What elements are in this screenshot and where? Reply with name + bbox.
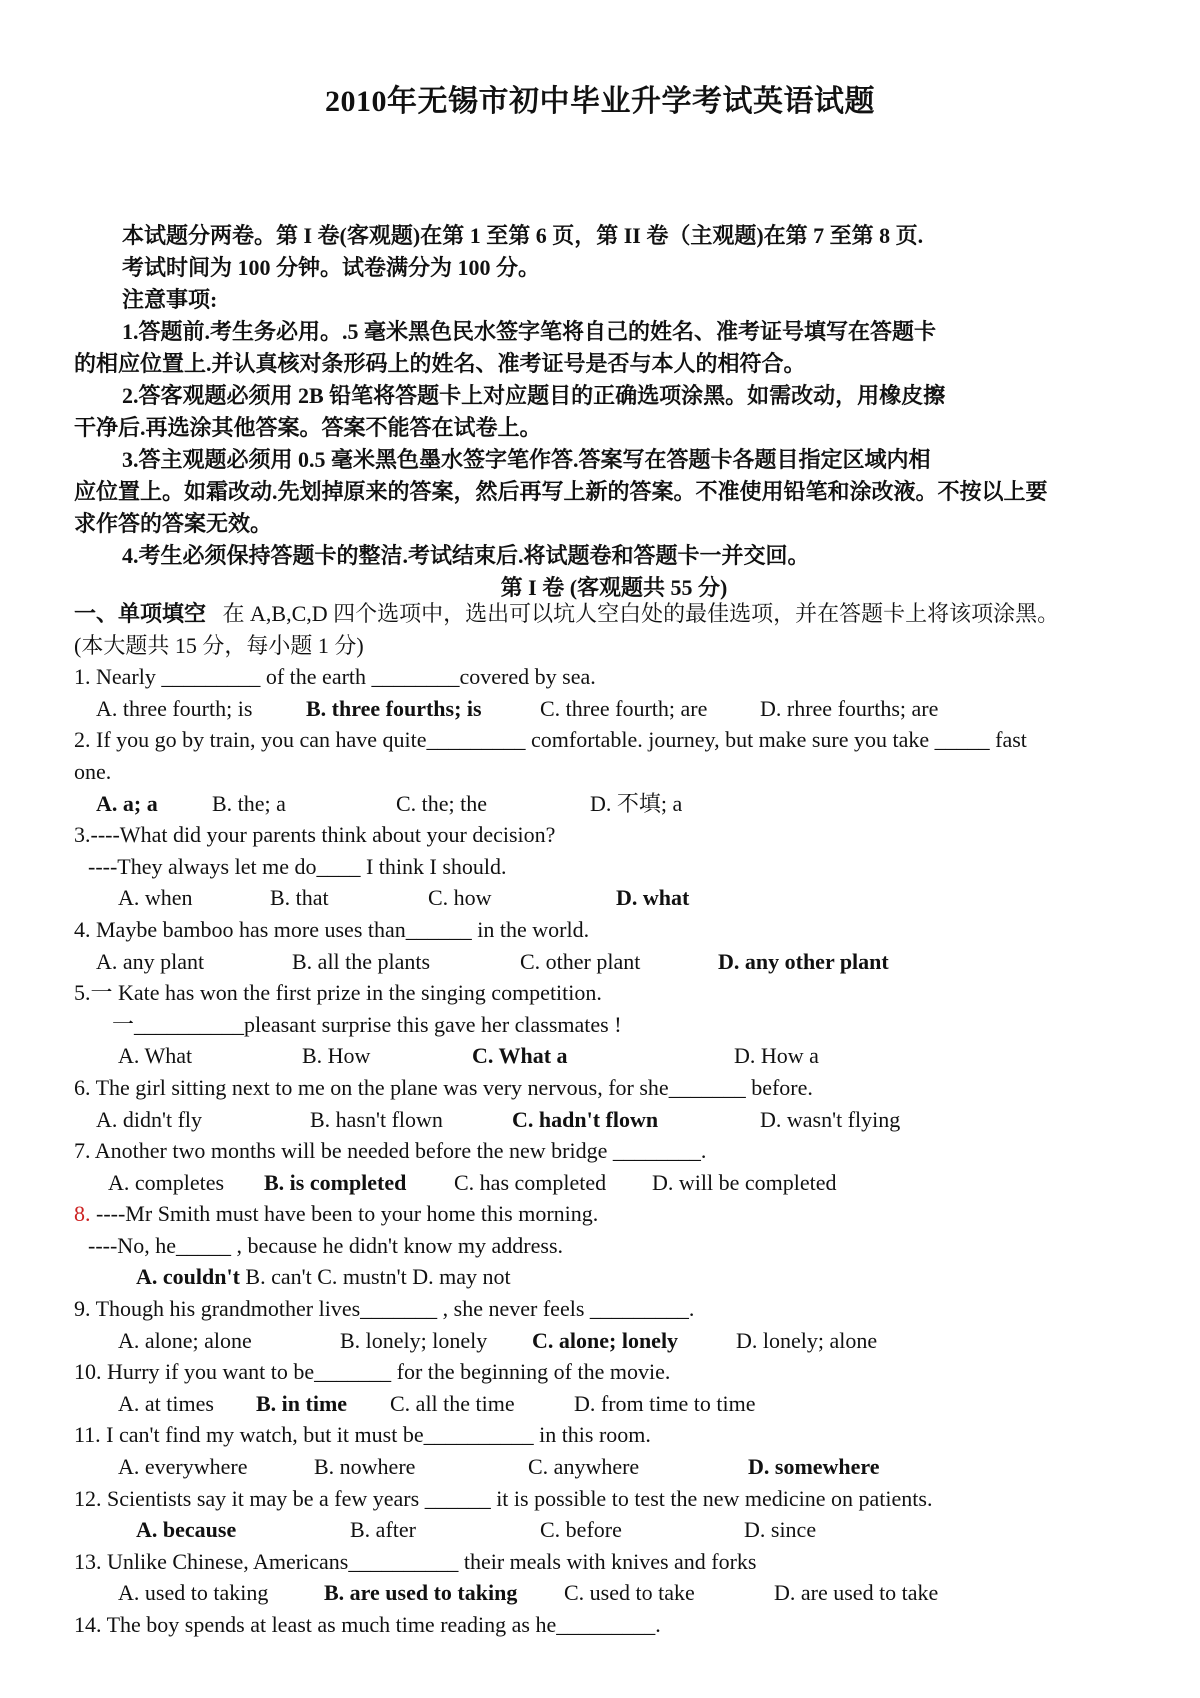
part1-heading-row bbox=[74, 598, 1154, 630]
option-a: A. any plant bbox=[96, 948, 205, 974]
option-c: C. the; the bbox=[396, 790, 488, 816]
question-options bbox=[74, 1577, 1154, 1609]
question-options bbox=[74, 946, 1154, 978]
note-2: 2.答客观题必须用 2B 铅笔将答题卡上对应题目的正确选项涂黑。如需改动，用橡皮擦 bbox=[122, 383, 946, 408]
question-stem: 11. I can't find my watch, but it must be__________ in this room. bbox=[74, 1422, 651, 1448]
intro-line: 考试时间为 100 分钟。试卷满分为 100 分。 bbox=[122, 255, 541, 280]
option-d: D. rhree fourths; are bbox=[760, 695, 939, 721]
question-options bbox=[74, 1040, 1154, 1072]
note-3-cont: 应位置上。如霜改动.先划掉原来的答案，然后再写上新的答案。不准使用铅笔和涂改液。不按以上要 bbox=[74, 479, 1048, 504]
part1-score: (本大题共 15 分，每小题 1 分) bbox=[74, 632, 364, 658]
option-b: B. that bbox=[270, 885, 329, 911]
question-stem: 7. Another two months will be needed before the new bridge ________. bbox=[74, 1138, 707, 1164]
question-stem: 5.一 Kate has won the first prize in the singing competition. bbox=[74, 980, 602, 1006]
question-options bbox=[74, 1388, 1154, 1420]
option-c: C. how bbox=[428, 885, 492, 911]
part1-instruction: 在 A,B,C,D 四个选项中，选出可以坑人空白处的最佳选项，并在答题卡上将该项涂黑。 bbox=[222, 601, 1060, 626]
question-stem: 13. Unlike Chinese, Americans__________ their meals with knives and forks bbox=[74, 1548, 757, 1574]
option-a: A. three fourth; is bbox=[96, 695, 253, 721]
option-c: C. hadn't flown bbox=[512, 1106, 659, 1132]
question-options bbox=[74, 693, 1154, 725]
section-header: 第 I 卷 (客观题共 55 分) bbox=[500, 575, 728, 600]
question-options bbox=[74, 1325, 1154, 1357]
question-number: 8. bbox=[74, 1201, 91, 1227]
option-a: A. used to taking bbox=[118, 1580, 269, 1606]
option-c: C. three fourth; are bbox=[540, 695, 708, 721]
intro-line: 本试题分两卷。第 I 卷(客观题)在第 1 至第 6 页，第 II 卷（主观题)在第 7 至第 8 页. bbox=[122, 223, 924, 248]
option-d: D. are used to take bbox=[774, 1580, 939, 1606]
option-b: B. the; a bbox=[212, 790, 286, 816]
instructions-block bbox=[74, 220, 1154, 604]
option-b: B. after bbox=[350, 1517, 416, 1543]
option-a: A. because bbox=[136, 1517, 237, 1543]
option-c: C. before bbox=[540, 1517, 622, 1543]
option-b: B. three fourths; is bbox=[306, 695, 482, 721]
question-options bbox=[74, 1451, 1154, 1483]
question-stem: 2. If you go by train, you can have quite_________ comfortable. journey, but make sure you take _____ fast bbox=[74, 727, 1027, 753]
option-b: B. all the plants bbox=[292, 948, 431, 974]
question-stem-text: ----Mr Smith must have been to your home this morning. bbox=[90, 1201, 599, 1227]
option-d: D. what bbox=[616, 885, 690, 911]
question-stem: 4. Maybe bamboo has more uses than______ in the world. bbox=[74, 916, 590, 942]
question-options bbox=[74, 882, 1154, 914]
option-a: A. didn't fly bbox=[96, 1106, 203, 1132]
question-stem: 14. The boy spends at least as much time reading as he_________. bbox=[74, 1612, 661, 1637]
option-d: D. 不填; a bbox=[590, 790, 683, 816]
question-stem: 9. Though his grandmother lives_______ , she never feels _________. bbox=[74, 1296, 695, 1322]
question-stem bbox=[74, 1198, 1154, 1230]
questions-block bbox=[74, 598, 1154, 1641]
question-stem: 6. The girl sitting next to me on the plane was very nervous, for she_______ before. bbox=[74, 1074, 813, 1100]
option-d: D. somewhere bbox=[748, 1454, 880, 1480]
option-c: C. anywhere bbox=[528, 1454, 640, 1480]
note-2-cont: 干净后.再选涂其他答案。答案不能答在试卷上。 bbox=[74, 415, 542, 440]
option-d: D. since bbox=[744, 1517, 817, 1543]
question-stem-cont: ----They always let me do____ I think I should. bbox=[88, 853, 507, 879]
option-c: C. What a bbox=[472, 1043, 568, 1069]
note-1: 1.答题前.考生务必用。.5 毫米黑色民水签字笔将自己的姓名、准考证号填写在答题卡 bbox=[122, 319, 937, 344]
option-b: B. How bbox=[302, 1043, 371, 1069]
question-options bbox=[74, 1167, 1154, 1199]
option-a: A. everywhere bbox=[118, 1454, 248, 1480]
option-b: B. are used to taking bbox=[324, 1580, 518, 1606]
option-a: A. a; a bbox=[96, 790, 158, 816]
page-title: 2010年无锡市初中毕业升学考试英语试题 bbox=[325, 85, 875, 118]
option-b: B. hasn't flown bbox=[310, 1106, 443, 1132]
option-d: D. lonely; alone bbox=[736, 1327, 878, 1353]
option-d: D. wasn't flying bbox=[760, 1106, 901, 1132]
note-3-cont2: 求作答的答案无效。 bbox=[74, 511, 273, 536]
option-c: C. all the time bbox=[390, 1390, 515, 1416]
note-1-cont: 的相应位置上.并认真核对条形码上的姓名、准考证号是否与本人的相符合。 bbox=[74, 351, 806, 376]
option-b: B. in time bbox=[256, 1390, 348, 1416]
option-b: B. is completed bbox=[264, 1169, 407, 1195]
question-stem: 10. Hurry if you want to be_______ for the beginning of the movie. bbox=[74, 1359, 671, 1385]
question-stem: 3.----What did your parents think about your decision? bbox=[74, 822, 556, 848]
option-d: D. How a bbox=[734, 1043, 819, 1069]
question-stem-cont: one. bbox=[74, 758, 112, 784]
question-options bbox=[74, 1514, 1154, 1546]
question-options bbox=[74, 788, 1154, 820]
option-c: C. alone; lonely bbox=[532, 1327, 679, 1353]
part1-heading: 一、单项填空 bbox=[74, 601, 207, 626]
option-c: C. has completed bbox=[454, 1169, 607, 1195]
option-a: A. when bbox=[118, 885, 193, 911]
question-stem-cont: 一__________pleasant surprise this gave her classmates ! bbox=[112, 1011, 622, 1037]
option-a: A. completes bbox=[108, 1169, 225, 1195]
question-options bbox=[74, 1261, 1154, 1293]
option-b: B. nowhere bbox=[314, 1454, 416, 1480]
option-c: C. other plant bbox=[520, 948, 641, 974]
option-a: A. alone; alone bbox=[118, 1327, 252, 1353]
option-d: D. from time to time bbox=[574, 1390, 756, 1416]
option-c: C. used to take bbox=[564, 1580, 695, 1606]
option-d: D. any other plant bbox=[718, 948, 889, 974]
option-a: A. couldn't bbox=[136, 1264, 240, 1290]
option-a: A. at times bbox=[118, 1390, 214, 1416]
option-b: B. lonely; lonely bbox=[340, 1327, 488, 1353]
note-3: 3.答主观题必须用 0.5 毫米黑色墨水签字笔作答.答案写在答题卡各题目指定区域内相 bbox=[122, 447, 931, 472]
option-a: A. What bbox=[118, 1043, 193, 1069]
question-stem: 12. Scientists say it may be a few years ______ it is possible to test the new medicine on patients. bbox=[74, 1485, 933, 1511]
question-options bbox=[74, 1104, 1154, 1136]
notes-heading: 注意事项: bbox=[122, 287, 218, 312]
option-rest: B. can't C. mustn't D. may not bbox=[239, 1264, 511, 1290]
option-d: D. will be completed bbox=[652, 1169, 837, 1195]
question-stem: 1. Nearly _________ of the earth ________covered by sea. bbox=[74, 664, 596, 690]
note-4: 4.考生必须保持答题卡的整洁.考试结束后.将试题卷和答题卡一并交回。 bbox=[122, 543, 810, 568]
question-stem-cont: ----No, he_____ , because he didn't know my address. bbox=[88, 1232, 564, 1258]
